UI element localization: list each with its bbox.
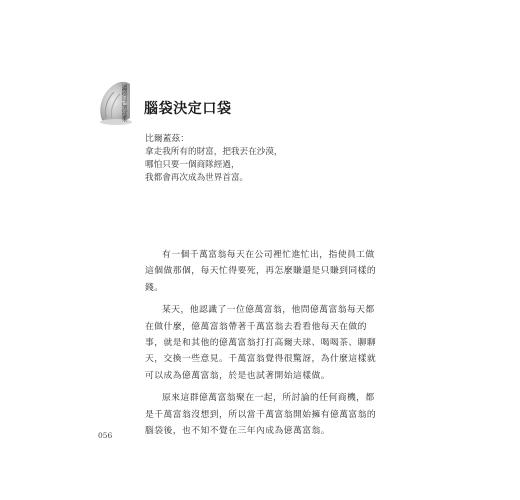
page-number: 056 [98,431,113,440]
paragraph [145,247,405,296]
chapter-title: 腦袋決定口袋 [144,101,232,117]
text-line: 原來這群億萬富翁聚在一起，所討論的任何商機，都 [162,393,375,404]
text-line: 腦袋後，也不知不覺在三年內成為億萬富翁。 [145,426,330,437]
paragraph [145,302,405,384]
text-line: 有一個千萬富翁每天在公司裡忙進忙出，指使員工做 [162,250,375,260]
text-line: 錢。 [145,282,164,293]
body-text [145,247,405,445]
text-line: 可以成為億萬富翁，於是也試著開始這樣做。 [145,370,330,381]
text-line: 事，就是和其他的億萬富翁打打高爾夫球、喝喝茶、聊聊 [145,338,377,349]
emblem-label: 讓錢自己流進來 [120,84,127,122]
text-line: 是千萬富翁沒想到，所以當千萬富翁開始擁有億萬富翁的 [145,409,377,420]
quote-line: 我都會再次成為世界首富。 [145,173,249,183]
quote-line: 拿走我所有的財富，把我丟在沙漠， [145,147,283,157]
text-line: 某天，他認識了一位億萬富翁，他問億萬富翁每天都 [162,305,375,316]
text-line: 這個做那個，每天忙得要死，再怎麼賺還是只賺到同樣的 [145,266,377,277]
quote-line: 哪怕只要一個商隊經過， [145,160,240,170]
quote-block [145,133,283,185]
quote-author: 比爾蓋茲： [145,134,189,144]
text-line: 天，交換一些意見。千萬富翁覺得很驚訝，為什麼這樣就 [145,354,377,365]
paragraph [145,390,405,439]
text-line: 在做什麼，億萬富翁帶著千萬富翁去看看他每天在做的 [145,321,367,332]
chapter-emblem-icon [96,70,134,128]
